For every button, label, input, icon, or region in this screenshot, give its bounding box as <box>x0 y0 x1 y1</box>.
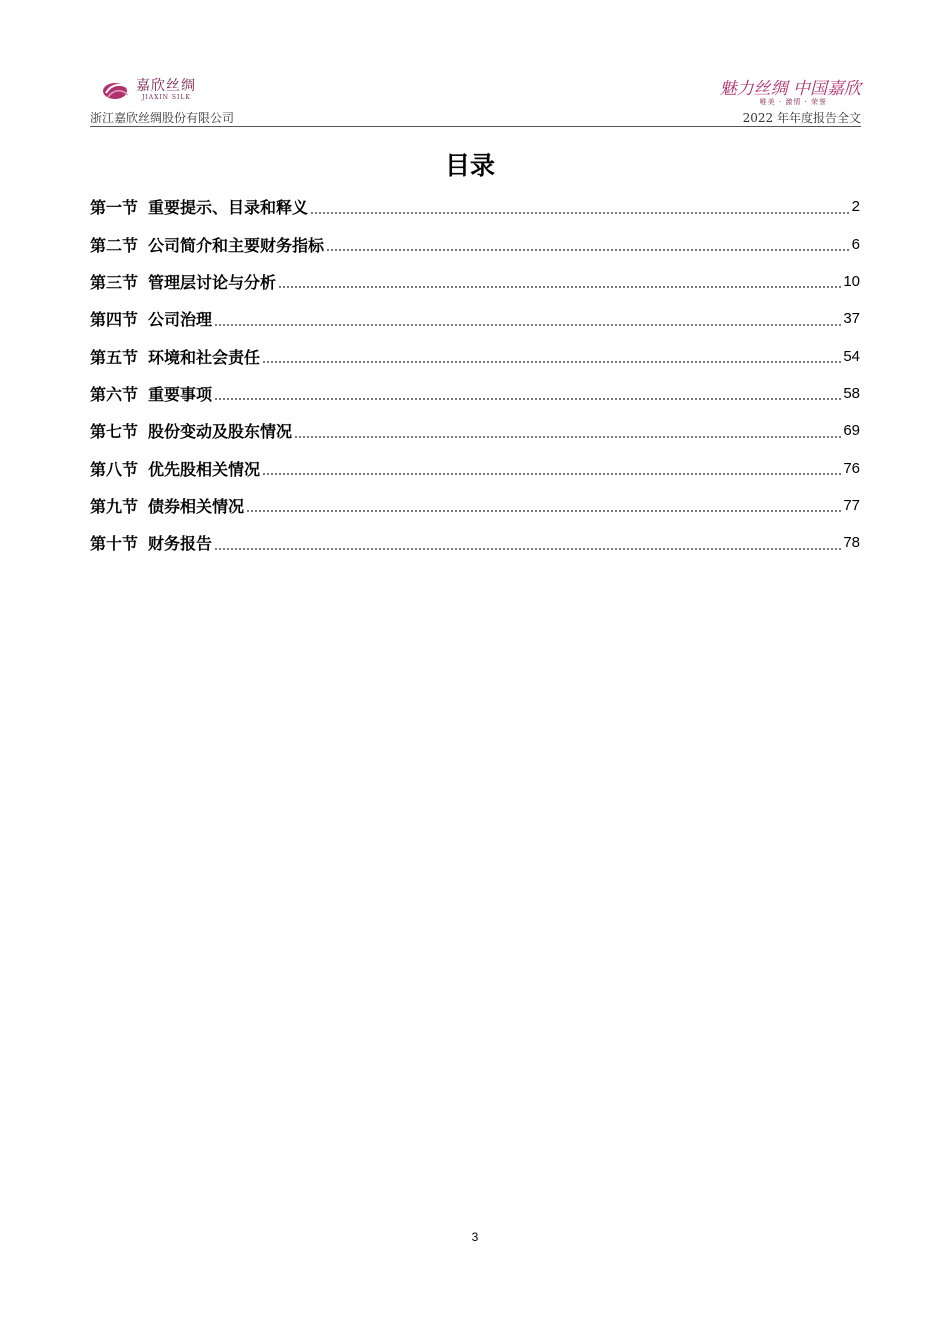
toc-section-title: 公司简介和主要财务指标 <box>148 235 325 255</box>
toc-section-number: 第九节 <box>90 496 139 516</box>
toc-section-title: 优先股相关情况 <box>148 459 261 479</box>
toc-section-number: 第六节 <box>90 384 139 404</box>
toc-dot-leader <box>214 387 841 403</box>
toc-entry[interactable] <box>90 524 860 561</box>
toc-section-title: 环境和社会责任 <box>148 347 261 367</box>
header-slogan: 魅力丝绸 中国嘉欣 <box>719 79 861 99</box>
toc-section-number: 第二节 <box>90 235 139 255</box>
toc-page-number: 77 <box>843 496 860 514</box>
toc-section-number: 第一节 <box>90 198 139 218</box>
toc-section-number: 第三节 <box>90 272 139 292</box>
toc-section-title: 股份变动及股东情况 <box>148 422 293 442</box>
page-header <box>90 70 861 128</box>
toc-dot-leader <box>294 425 841 441</box>
toc-dot-leader <box>278 275 841 291</box>
toc-section-number: 第五节 <box>90 347 139 367</box>
toc-dot-leader <box>262 462 841 478</box>
header-subslogan: 唯美 · 激情 · 荣誉 <box>759 98 827 106</box>
toc-dot-leader <box>326 238 850 254</box>
toc-dot-leader <box>214 537 841 553</box>
toc-page-number: 6 <box>851 235 860 253</box>
toc-section-title: 重要提示、目录和释义 <box>148 198 309 218</box>
toc-section-number: 第七节 <box>90 422 139 442</box>
toc-dot-leader <box>246 499 841 515</box>
toc-dot-leader <box>262 350 841 366</box>
report-title: 2022 年年度报告全文 <box>742 111 861 125</box>
toc-entry[interactable] <box>90 337 860 374</box>
toc-dot-leader <box>214 313 841 329</box>
toc-section-title: 重要事项 <box>148 384 213 404</box>
toc-section-title: 债券相关情况 <box>148 496 245 516</box>
toc-section-title: 管理层讨论与分析 <box>148 272 277 292</box>
toc-page-number: 58 <box>843 384 860 402</box>
silk-logo-icon <box>102 75 132 105</box>
toc-entry[interactable] <box>90 487 860 524</box>
table-of-contents <box>90 188 860 561</box>
toc-entry[interactable] <box>90 263 860 300</box>
logo-chinese-name: 嘉欣丝绸 <box>136 78 196 94</box>
toc-entry[interactable] <box>90 225 860 262</box>
toc-page-number: 10 <box>843 272 860 290</box>
toc-page-number: 2 <box>851 198 860 216</box>
toc-entry[interactable] <box>90 412 860 449</box>
toc-page-number: 54 <box>843 347 860 365</box>
header-divider <box>90 126 861 127</box>
company-logo <box>102 73 212 107</box>
toc-entry[interactable] <box>90 449 860 486</box>
toc-section-title: 财务报告 <box>148 534 213 554</box>
toc-page-number: 69 <box>843 422 860 440</box>
toc-dot-leader <box>310 201 850 217</box>
toc-section-number: 第四节 <box>90 310 139 330</box>
toc-entry[interactable] <box>90 375 860 412</box>
page-number: 3 <box>471 1230 479 1244</box>
company-name: 浙江嘉欣丝绸股份有限公司 <box>90 111 235 125</box>
toc-section-title: 公司治理 <box>148 310 213 330</box>
toc-page-number: 37 <box>843 310 860 328</box>
toc-entry[interactable] <box>90 188 860 225</box>
toc-section-number: 第十节 <box>90 534 139 554</box>
toc-entry[interactable] <box>90 300 860 337</box>
toc-page-number: 76 <box>843 459 860 477</box>
logo-english-name: JIAXIN SILK <box>142 94 191 101</box>
toc-section-number: 第八节 <box>90 459 139 479</box>
toc-heading: 目录 <box>444 151 495 180</box>
toc-page-number: 78 <box>843 534 860 552</box>
